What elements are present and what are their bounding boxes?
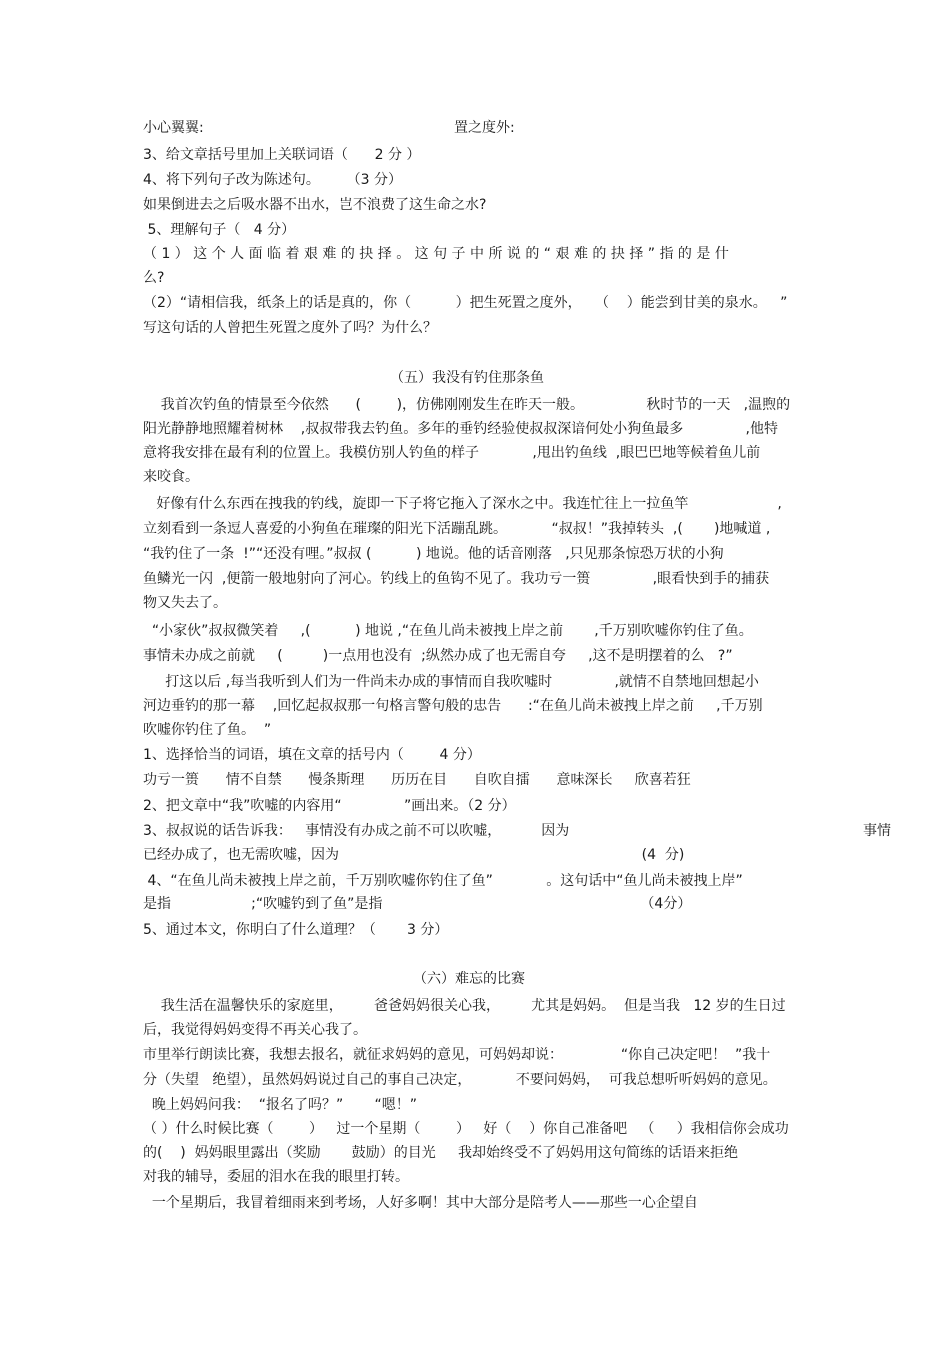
vocab-left: 小心翼翼: <box>143 120 204 136</box>
s6-line-2: 后，我觉得妈妈变得不再关心我了。 <box>143 1022 367 1038</box>
s5-p1-line-3: 意将我安排在最有利的位置上。我模仿别人钓鱼的样子 ,甩出钓鱼线 ,眼巴巴地等候着鱼儿前 <box>143 445 761 461</box>
s5-p2-line-3: “我钓住了一条 !”“还没有哩。”叔叔 ( ) 地说。他的话音刚落 ,只见那条惊恐万状的小狗 <box>143 546 724 562</box>
s5-question-3-line-1: 3、叔叔说的话告诉我： 事情没有办成之前不可以吹嘘， 因为 事情 <box>143 823 892 839</box>
s5-p4-line-2: 河边垂钓的那一幕 ,回忆起叔叔那一句格言警句般的忠告 :“在鱼儿尚未被拽上岸之前 ,千万别 <box>143 698 763 714</box>
s5-p4-line-3: 吹嘘你钓住了鱼。 ” <box>143 722 272 738</box>
question-5: 5、理解句子（ 4 分） <box>143 222 296 238</box>
s5-p3-line-2: 事情未办成之前就 ( )一点用也没有 ;纵然办成了也无需自夸 ,这不是明摆着的么 ?” <box>143 648 733 664</box>
s6-line-9: 一个星期后，我冒着细雨来到考场，人好多啊！其中大部分是陪考人——那些一心企望自 <box>143 1195 698 1211</box>
s5-p1-line-4: 来咬食。 <box>143 469 199 485</box>
s6-line-4: 分（失望 绝望），虽然妈妈说过自己的事自己决定， 不要问妈妈， 可我总想听听妈妈的意见。 <box>143 1072 777 1088</box>
s5-question-4-line-2: 是指 ;“吹嘘钓到了鱼”是指 （4分） <box>143 896 692 912</box>
s5-p2-line-2: 立刻看到一条逗人喜爱的小狗鱼在璀璨的阳光下活蹦乱跳。 “叔叔！”我掉转头 ,( )地喊道 , <box>143 521 771 537</box>
s5-p2-line-1: 好像有什么东西在拽我的钓线，旋即一下子将它拖入了深水之中。我连忙往上一拉鱼竿 , <box>143 496 782 512</box>
s5-p2-line-5: 物又失去了。 <box>143 595 227 611</box>
question-5-2-line-2: 写这句话的人曾把生死置之度外了吗？为什么？ <box>143 320 437 336</box>
s5-p1-line-1: 我首次钓鱼的情景至今依然 ( )，仿佛刚刚发生在昨天一般。 秋时节的一天 ,温煦的 <box>143 397 791 413</box>
s5-question-3-line-2: 已经办成了，也无需吹嘘，因为 (4 分) <box>143 847 685 863</box>
s5-p2-line-4: 鱼鳞光一闪 ,便箭一般地射向了河心。钓线上的鱼钩不见了。我功亏一篑 ,眼看快到手的捕获 <box>143 571 770 587</box>
question-5-1-line-1: （ 1 ） 这 个 人 面 临 着 艰 难 的 抉 择 。 这 句 子 中 所 说 的 “ 艰 难 的 抉 择 ” 指 的 是 什 <box>143 246 729 262</box>
s5-p1-line-2: 阳光静静地照耀着树林 ,叔叔带我去钓鱼。多年的垂钓经验使叔叔深谙何处小狗鱼最多 ,他特 <box>143 421 779 437</box>
s5-p4-line-1: 打这以后 ,每当我听到人们为一件尚未办成的事情而自我吹嘘时 ,就情不自禁地回想起小 <box>143 674 759 690</box>
section-5-title: （五）我没有钓住那条鱼 <box>390 370 544 386</box>
vocab-right: 置之度外: <box>454 120 515 136</box>
s6-line-6: （ ）什么时候比赛（ ） 过一个星期（ ） 好（ ）你自己准备吧 （ ）我相信你会成功 <box>143 1121 789 1137</box>
s5-p3-line-1: “小家伙”叔叔微笑着 ,( ) 地说 ,“在鱼儿尚未被拽上岸之前 ,千万别吹嘘你钓住了鱼。 <box>143 623 753 639</box>
s5-question-5: 5、通过本文，你明白了什么道理？（ 3 分） <box>143 922 449 938</box>
s5-question-1: 1、选择恰当的词语，填在文章的括号内（ 4 分） <box>143 747 481 763</box>
s6-line-5: 晚上妈妈问我： “报名了吗？” “嗯！” <box>143 1097 417 1113</box>
question-5-1-line-2: 么? <box>143 270 165 286</box>
s5-question-1-words: 功亏一篑 情不自禁 慢条斯理 历历在目 自吹自擂 意味深长 欣喜若狂 <box>143 772 691 788</box>
s6-line-1: 我生活在温馨快乐的家庭里， 爸爸妈妈很关心我， 尤其是妈妈。 但是当我 12 岁的生日过 <box>143 998 786 1014</box>
section-6-title: （六）难忘的比赛 <box>413 971 525 987</box>
s5-question-2: 2、把文章中“我”吹嘘的内容用“ ”画出来。（2 分） <box>143 798 516 814</box>
s5-question-4-line-1: 4、“在鱼儿尚未被拽上岸之前，千万别吹嘘你钓住了鱼” 。这句话中“鱼儿尚未被拽上岸” <box>143 873 743 889</box>
s6-line-3: 市里举行朗读比赛，我想去报名，就征求妈妈的意见，可妈妈却说： “你自己决定吧！ ”我十 <box>143 1047 771 1063</box>
question-3: 3、给文章括号里加上关联词语（ 2 分 ） <box>143 147 421 163</box>
s6-line-7: 的( ) 妈妈眼里露出（奖励 鼓励）的目光 我却始终受不了妈妈用这句简练的话语来拒绝 <box>143 1145 739 1161</box>
question-5-2-line-1: （2）“请相信我，纸条上的话是真的，你（ ）把生死置之度外， （ ）能尝到甘美的泉水。 ” <box>143 295 788 311</box>
question-4: 4、将下列句子改为陈述句。 （3 分） <box>143 172 402 188</box>
s6-line-8: 对我的辅导，委屈的泪水在我的眼里打转。 <box>143 1169 409 1185</box>
question-4-sentence: 如果倒进去之后吸水器不出水，岂不浪费了这生命之水? <box>143 197 487 213</box>
